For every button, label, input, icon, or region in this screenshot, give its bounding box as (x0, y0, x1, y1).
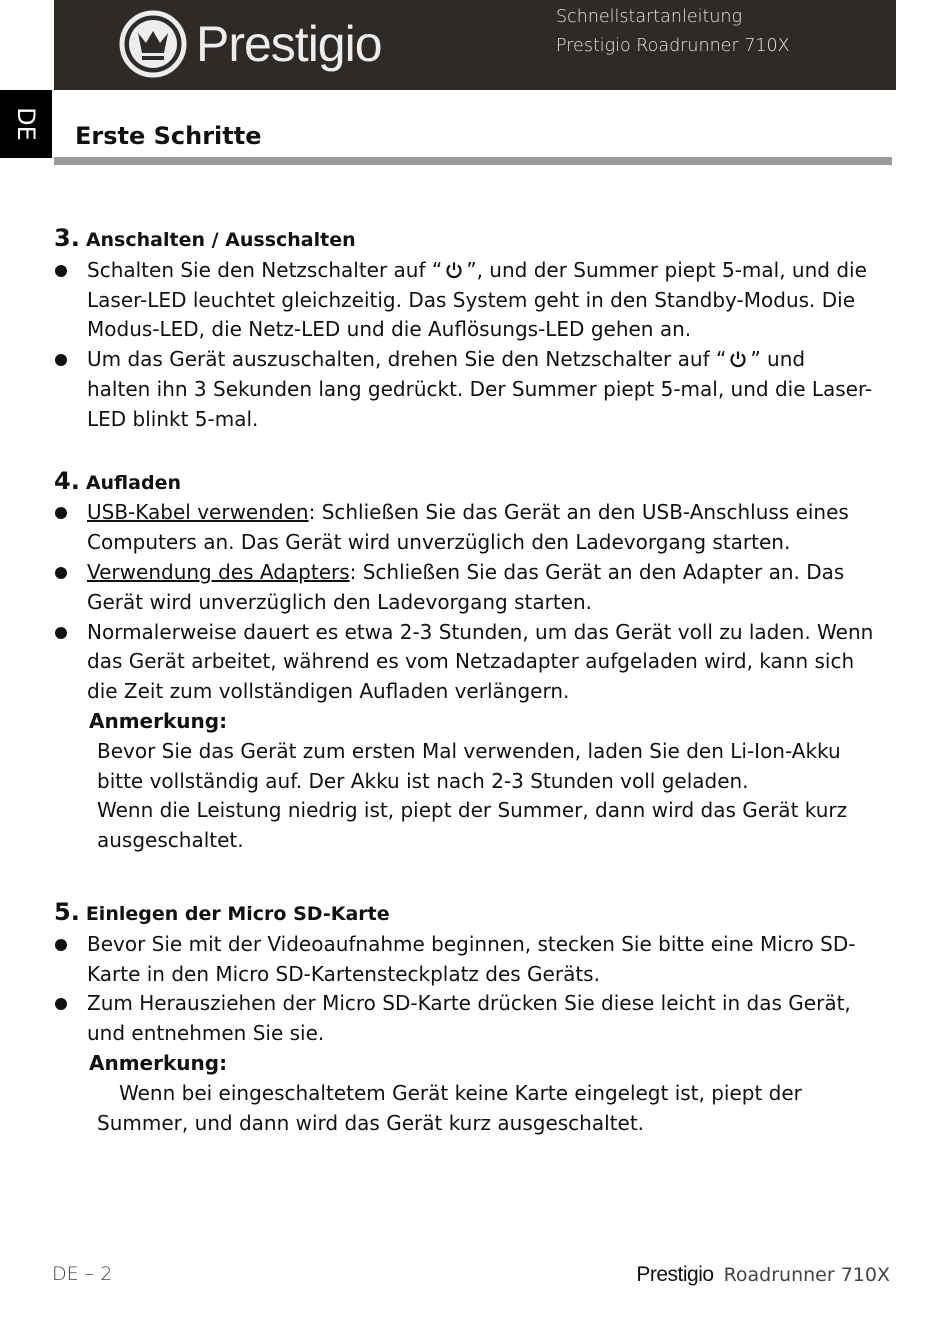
list-item (54, 930, 874, 990)
footer-logo: Prestigio (636, 1263, 714, 1286)
section-number: 4. (54, 466, 80, 495)
header-bar (54, 0, 896, 90)
header-meta (556, 3, 790, 61)
bullet-text: Schalten Sie den Netzschalter auf “ (87, 257, 443, 282)
model-name: Prestigio Roadrunner 710X (556, 36, 790, 56)
bullet-text: : Schließen Sie das Gerät an den USB-Anschluss eines Computers an. Das Gerät wird unverzüglich den Ladevorgang starten. (87, 500, 849, 555)
section-title: Einlegen der Micro SD-Karte (85, 902, 390, 925)
document-body (54, 224, 874, 1138)
note-text-wrapper (54, 1079, 874, 1139)
bullet-text: Zum Herausziehen der Micro SD-Karte drücken Sie diese leicht in das Gerät, und entnehmen Sie sie. (87, 991, 851, 1046)
bullet-text: Normalerweise dauert es etwa 2-3 Stunden, um das Gerät voll zu laden. Wenn das Gerät arbeitet, während es vom Netzadapter aufgeladen wird, kann sich die Zeit zum vollständigen Aufladen verlängern. (87, 619, 874, 704)
section-number: 5. (54, 897, 80, 926)
note-label: Anmerkung: (89, 708, 228, 733)
section-title: Anschalten / Ausschalten (85, 229, 356, 251)
page-title: Erste Schritte (75, 122, 262, 150)
list-item (54, 345, 874, 434)
note-text: Wenn die Leistung niedrig ist, piept der Summer, dann wird das Gerät kurz ausgeschaltet. (97, 798, 848, 853)
list-item (54, 989, 874, 1049)
list-item (54, 558, 874, 618)
usb-cable-term: USB-Kabel verwenden (87, 500, 309, 525)
bullet-list (54, 256, 874, 435)
bullet-text: Um das Gerät auszuschalten, drehen Sie den Netzschalter auf “ (87, 347, 727, 372)
section-title: Aufladen (85, 471, 181, 494)
section-heading (54, 898, 874, 930)
footer-model: Roadrunner 710X (723, 1264, 890, 1286)
footer-brand-block (636, 1263, 890, 1287)
title-divider (54, 157, 892, 165)
power-icon (729, 350, 747, 368)
list-item (54, 618, 874, 707)
section-heading (54, 467, 874, 499)
prestigio-logo (118, 8, 382, 80)
brand-name: Prestigio (196, 16, 382, 72)
crown-emblem-icon (118, 9, 188, 79)
bullet-list (54, 498, 874, 707)
adapter-term: Verwendung des Adapters (87, 559, 350, 584)
bullet-text: ”, und der Summer piept 5-mal, und die Laser-LED leuchtet gleichzeitig. Das System geht in den Standby-Modus. Die Modus-LED, die Netz-LED und die Auflösungs-LED gehen an. (87, 257, 867, 342)
bullet-text: Bevor Sie mit der Videoaufnahme beginnen, stecken Sie bitte eine Micro SD-Karte in den Micro SD-Kartensteckplatz des Geräts. (87, 931, 856, 986)
note-text: Wenn bei eingeschaltetem Gerät keine Karte eingelegt ist, piept der Summer, und dann wird das Gerät kurz ausgeschaltet. (97, 1080, 802, 1135)
bullet-text: ” und halten ihn 3 Sekunden lang gedrückt. Der Summer piept 5-mal, und die Laser-LED blinkt 5-mal. (87, 347, 873, 431)
section-heading (54, 224, 874, 256)
section-number: 3. (54, 224, 80, 252)
language-label: DE (12, 107, 40, 141)
note-text: Bevor Sie das Gerät zum ersten Mal verwenden, laden Sie den Li-Ion-Akku bitte vollständig auf. Der Akku ist nach 2-3 Stunden voll geladen. (97, 738, 841, 793)
list-item (54, 498, 874, 558)
list-item (54, 256, 874, 345)
language-tab (0, 90, 52, 158)
guide-title: Schnellstartanleitung (556, 7, 743, 27)
bullet-list (54, 930, 874, 1049)
bullet-text: : Schließen Sie das Gerät an den Adapter an. Das Gerät wird unverzüglich den Ladevorgang starten. (87, 559, 845, 614)
power-icon (445, 261, 463, 279)
page-number: DE – 2 (52, 1263, 113, 1285)
note-label: Anmerkung: (89, 1050, 228, 1075)
